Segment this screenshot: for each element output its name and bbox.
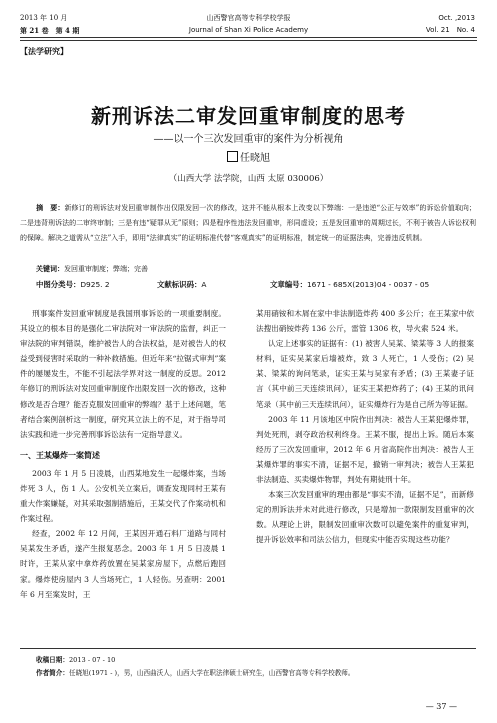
doc-code: A <box>201 280 207 289</box>
article-no: 1671 - 685X(2013)04 - 0037 - 05 <box>306 280 430 289</box>
paragraph-judgment: 2003 年 11 月该地区中院作出判决：被告人王某犯爆炸罪，判处死刑，剥夺政治权利终身。王某不服，提出上诉。随后本案经历了三次发回重审，2012 年 6 月省高院作出判决：被告人王某爆炸罪的事实不清，证据不足，撤销一审判决；被告人王某犯非法制造、买卖爆炸物罪，判处有期徒刑十年。 <box>256 414 474 485</box>
article-title: 新刑诉法二审发回重审制度的思考 <box>91 104 406 128</box>
author-line <box>0 149 497 164</box>
body-right-column <box>256 306 474 548</box>
header-date: 2013 年 10 月 <box>20 14 68 22</box>
header-rule-thick <box>20 37 477 38</box>
keywords-label: 关键词： <box>36 265 64 273</box>
header-volume-en: Vol. 21 No. 4 <box>425 26 475 34</box>
received-value: 2013 - 07 - 10 <box>68 656 116 664</box>
header-rule-thin <box>20 40 477 41</box>
author-bio-label: 作者简介： <box>36 669 69 677</box>
body-left-column <box>20 306 226 602</box>
author-bio-text: 任晓旭(1971 - )，男，山西曲沃人，山西大学在职法律硕士研究生，山西警官高等专科学校教师。 <box>68 669 355 677</box>
header-journal-cn: 山西警官高等专科学校学报 <box>206 14 291 22</box>
footnote-rule <box>20 648 476 649</box>
author-name: 任晓旭 <box>240 153 270 164</box>
paragraph-case-1: 2003 年 1 月 5 日凌晨，山西某地发生一起爆炸案，当场炸死 3 人，伤 1 人。公安机关立案后，调查发现同村王某有重大作案嫌疑，对其采取强制措施后，王某交代了作案动机和作案过程。 <box>20 468 226 524</box>
keywords-line <box>20 262 476 277</box>
received-date <box>36 654 115 664</box>
header-volume: 第 21 卷 第 4 期 <box>20 26 80 35</box>
paragraph-case-2: 经查，2002 年 12 月间，王某因开通石料厂道路与同村吴某发生矛盾，遂产生报复恶念。2003 年 1 月 5 日凌晨 1 时许，王某从家中拿炸药放置在吴某家房屋下，点燃后跑回家。爆炸使房屋内 3 人当场死亡，1 人轻伤。另查明：2001 年 6 月至案发时，王 <box>20 529 226 599</box>
abstract <box>20 201 476 247</box>
doc-code-label: 文献标识码： <box>157 280 202 289</box>
author-bio <box>36 668 476 678</box>
paragraph-evidence: 认定上述事实的证据有：(1) 被害人吴某、梁某等 3 人的报案材料，证实吴某家后墙被炸，致 3 人死亡，1 人受伤；(2) 吴某、梁某的询问笔录，证实王某与吴家有矛盾；(3) 王某妻子证言（其中前三天连续讯问），证实王某把炸药了；(4) 王某的讯问笔录（其中前三天连续讯问），证实爆炸行为是自己所为等证据。 <box>256 339 474 409</box>
header-journal-en: Journal of Shan Xi Police Academy <box>188 26 309 34</box>
article-no-label: 文章编号： <box>270 280 307 289</box>
affiliation: （山西大学 法学院，山西 太原 030006） <box>168 174 329 184</box>
abstract-text: 新修订的刑诉法对发回重审制作出仅限发回一次的修改，这并不能从根本上改变以下弊端：一是违逆“公正与效率”的诉讼价值取向；二是违背刑诉法的二审终审制；三是有违“疑罪从无”原则；四是程序性违法发回重审，形同虚设；五是发回重审的周期过长，不利于被告人诉讼权利的保障。解决之道需从“立法”入手，即用“法律真实”的证明标准代替“客观真实”的证明标准，制定统一的证据法典，完善违反机制。 <box>20 204 477 243</box>
clc-label: 中图分类号： <box>36 280 81 289</box>
classification-line <box>20 277 476 292</box>
section-heading-1: 一、王某爆炸一案简述 <box>20 450 100 460</box>
author-box-icon <box>227 151 238 162</box>
page-number: — 37 — <box>425 702 457 711</box>
header-date-en: Oct. ,2013 <box>438 14 475 22</box>
clc-code: D925. 2 <box>80 280 110 289</box>
article-subtitle: ——以一个三次发回重审的案件为分析视角 <box>153 134 344 145</box>
keywords: 发回重审制度；弊端；完善 <box>64 265 148 273</box>
paragraph-analysis: 本案三次发回重审的理由都是“事实不清，证据不足”，而新修定的刑诉法并未对此进行修改，只是增加一款限制发回重审的次数。从理论上讲，限制发回重审次数可以避免案件的重复审判，提升诉讼效率和司法公信力，但现实中能否实现这些功能？ <box>256 490 474 545</box>
section-tag: 【法学研究】 <box>20 46 68 56</box>
paragraph-case-3: 某用硝铵和木屑在家中非法制造炸药 400 多公斤；在王某家中依法搜出硝铵炸药 136 公斤，雷管 1306 枚，导火索 524 米。 <box>256 309 474 334</box>
received-label: 收稿日期： <box>36 656 69 664</box>
abstract-label: 摘 要： <box>36 204 65 212</box>
paragraph-intro: 刑事案件发回重审制度是我国刑事诉讼的一项重要制度。其设立的根本目的是强化二审法院对一审法院的监督，纠正一审法院的审判错误，维护被告人的合法权益，是对被告人的权益受到侵害时采取的一种补救措施。但近年来“拉锯式审判”案件的屡屡发生，不能不引起法学界对这一制度的反思。2012 年修订的刑诉法对发回重审制度作出限发回一次的修改，这种修改是否合理？能否克服发回重审的弊端？基于上述问题，笔者结合案例剖析这一制度，研究其立法上的不足，对于指导司法实践和进一步完善刑事诉讼法有一定指导意义。 <box>20 309 226 439</box>
